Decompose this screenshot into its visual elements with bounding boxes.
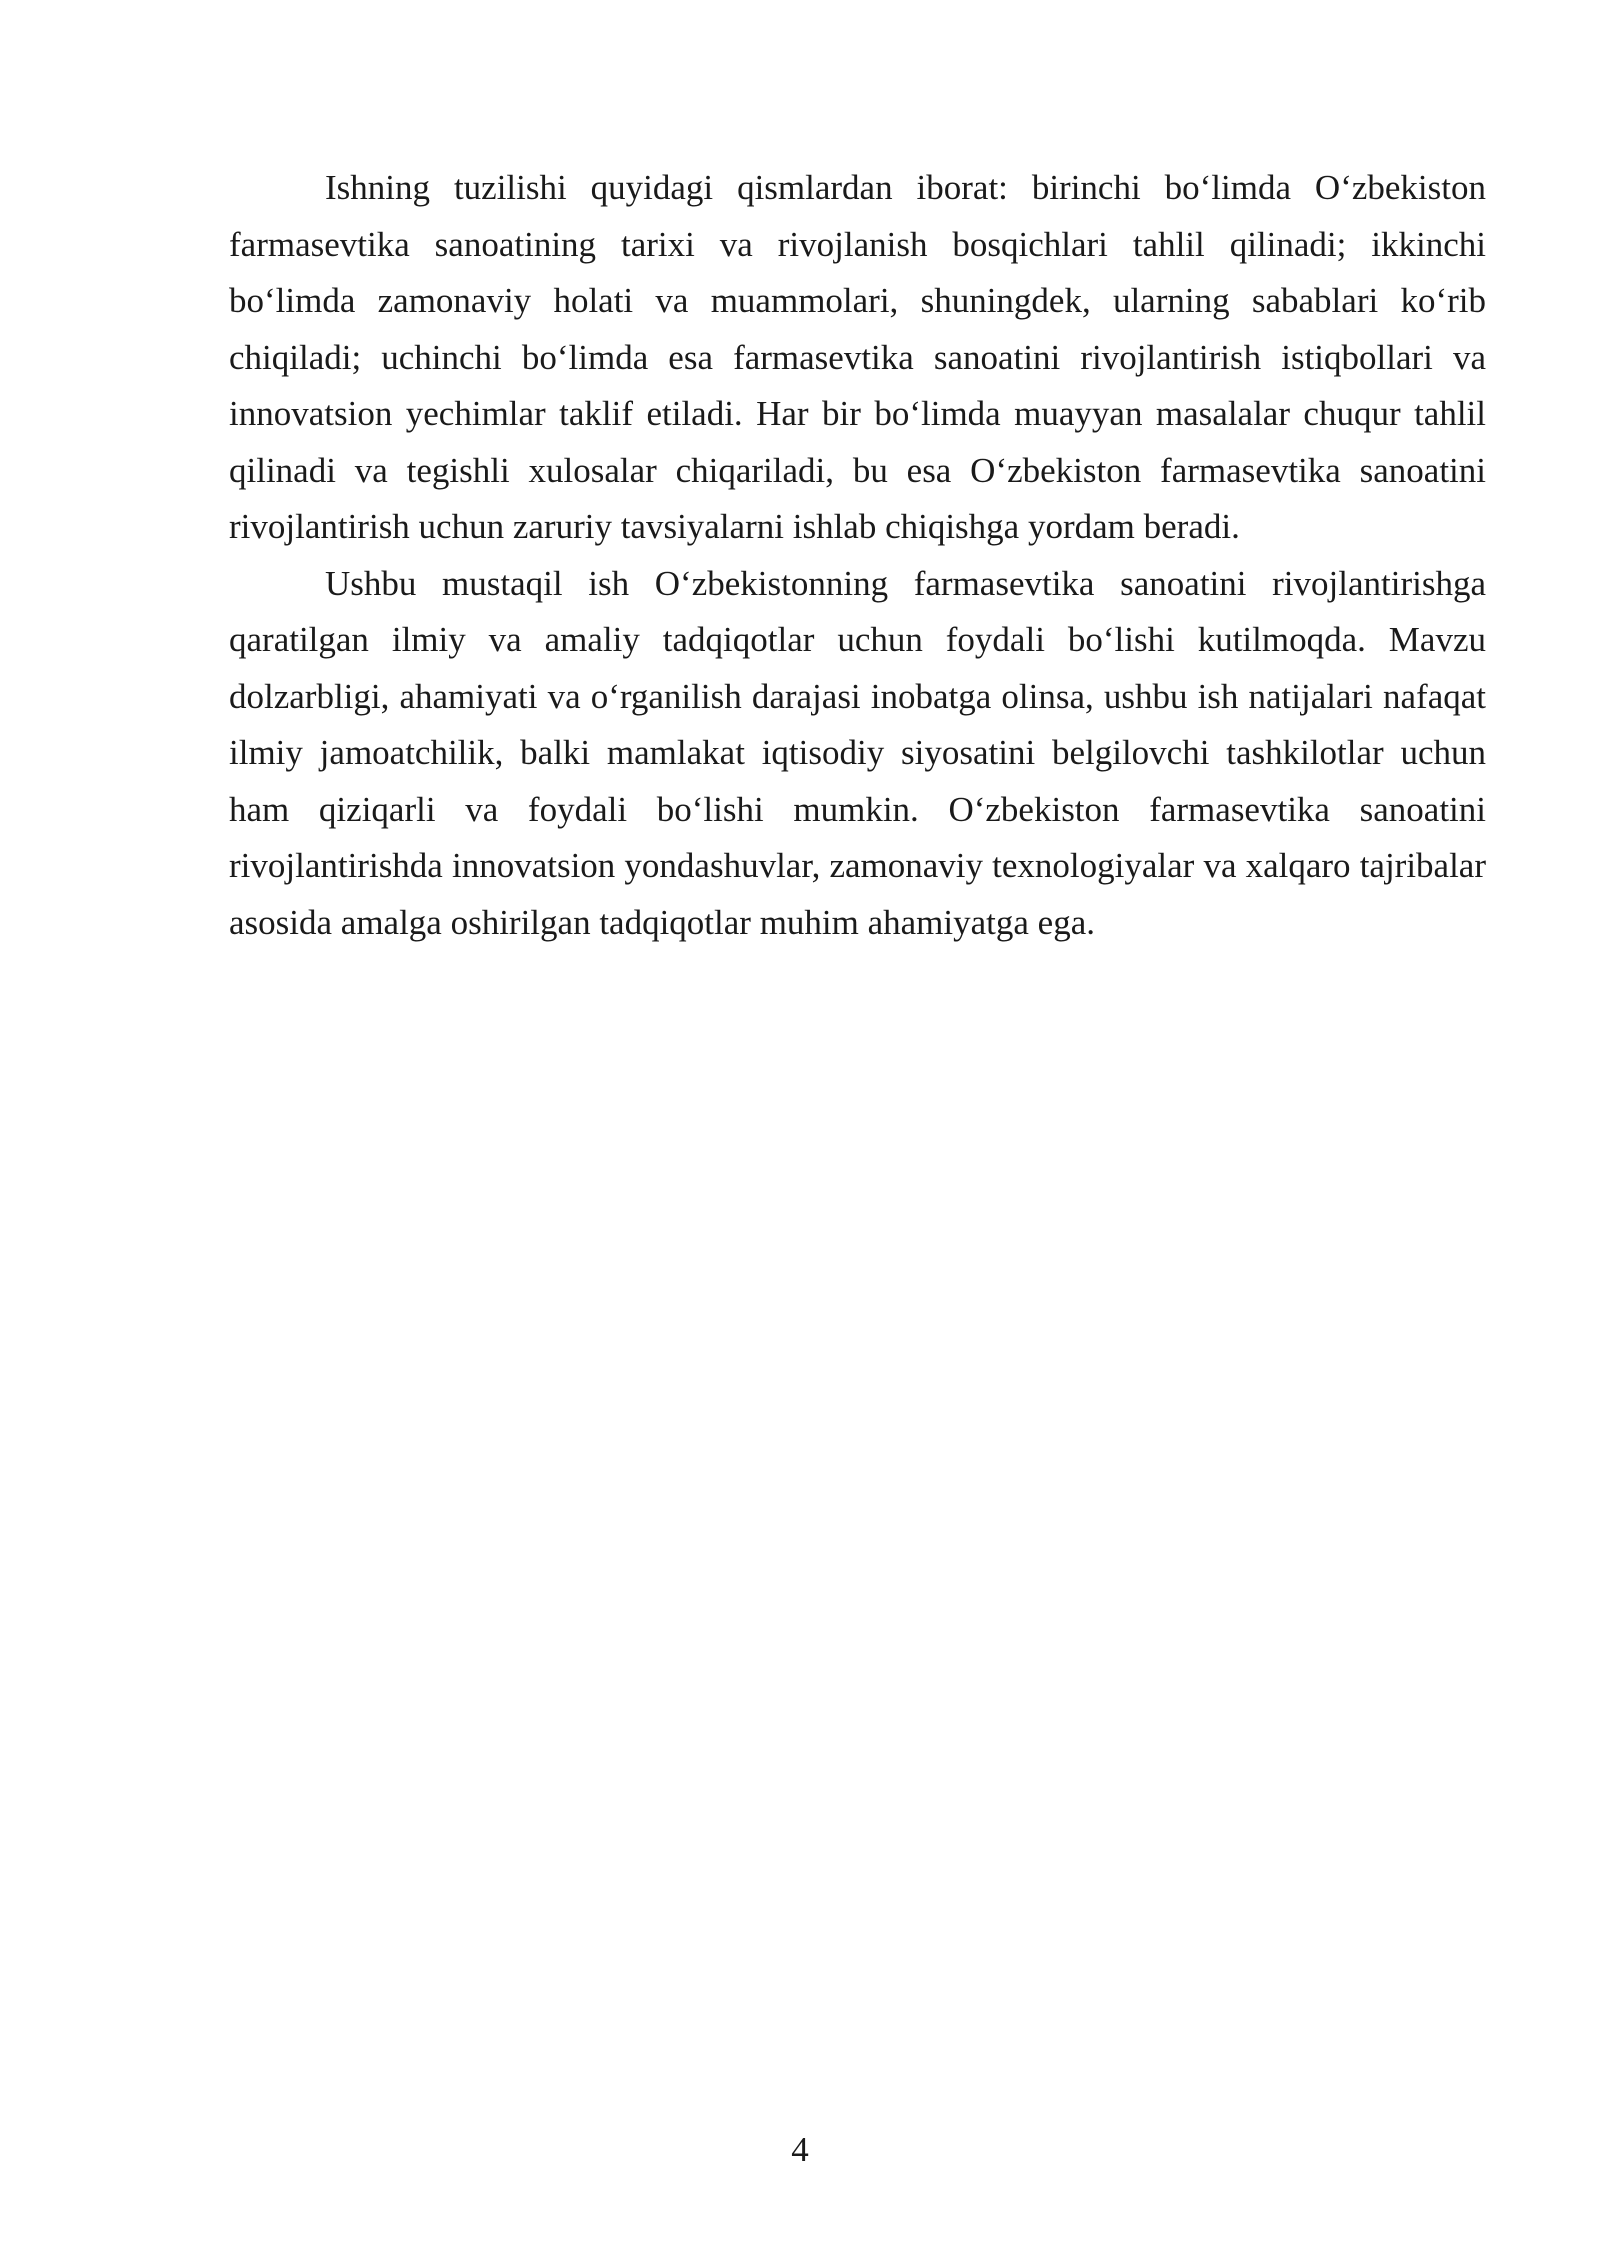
body-text bbox=[229, 160, 1486, 951]
page-number: 4 bbox=[791, 2130, 809, 2169]
paragraph-significance: Ushbu mustaqil ish O‘zbekistonning farmasevtika sanoatini rivojlantirishga qaratilgan ilmiy va amaliy tadqiqotlar uchun foydali bo‘lishi kutilmoqda. Mavzu dolzarbligi, ahamiyati va o‘rganilish darajasi inobatga olinsa, ushbu ish natijalari nafaqat ilmiy jamoatchilik, balki mamlakat iqtisodiy siyosatini belgilovchi tashkilotlar uchun ham qiziqarli va foydali bo‘lishi mumkin. O‘zbekiston farmasevtika sanoatini rivojlantirishda innovatsion yondashuvlar, zamonaviy texnologiyalar va xalqaro tajribalar asosida amalga oshirilgan tadqiqotlar muhim ahamiyatga ega. bbox=[229, 563, 1486, 942]
paragraph-structure: Ishning tuzilishi quyidagi qismlardan iborat: birinchi bo‘limda O‘zbekiston farmasevtika sanoatining tarixi va rivojlanish bosqichlari tahlil qilinadi; ikkinchi bo‘limda zamonaviy holati va muammolari, shuningdek, ularning sabablari ko‘rib chiqiladi; uchinchi bo‘limda esa farmasevtika sanoatini rivojlantirish istiqbollari va innovatsion yechimlar taklif etiladi. Har bir bo‘limda muayyan masalalar chuqur tahlil qilinadi va tegishli xulosalar chiqariladi, bu esa O‘zbekiston farmasevtika sanoatini rivojlantirish uchun zaruriy tavsiyalarni ishlab chiqishga yordam beradi. bbox=[229, 168, 1486, 546]
